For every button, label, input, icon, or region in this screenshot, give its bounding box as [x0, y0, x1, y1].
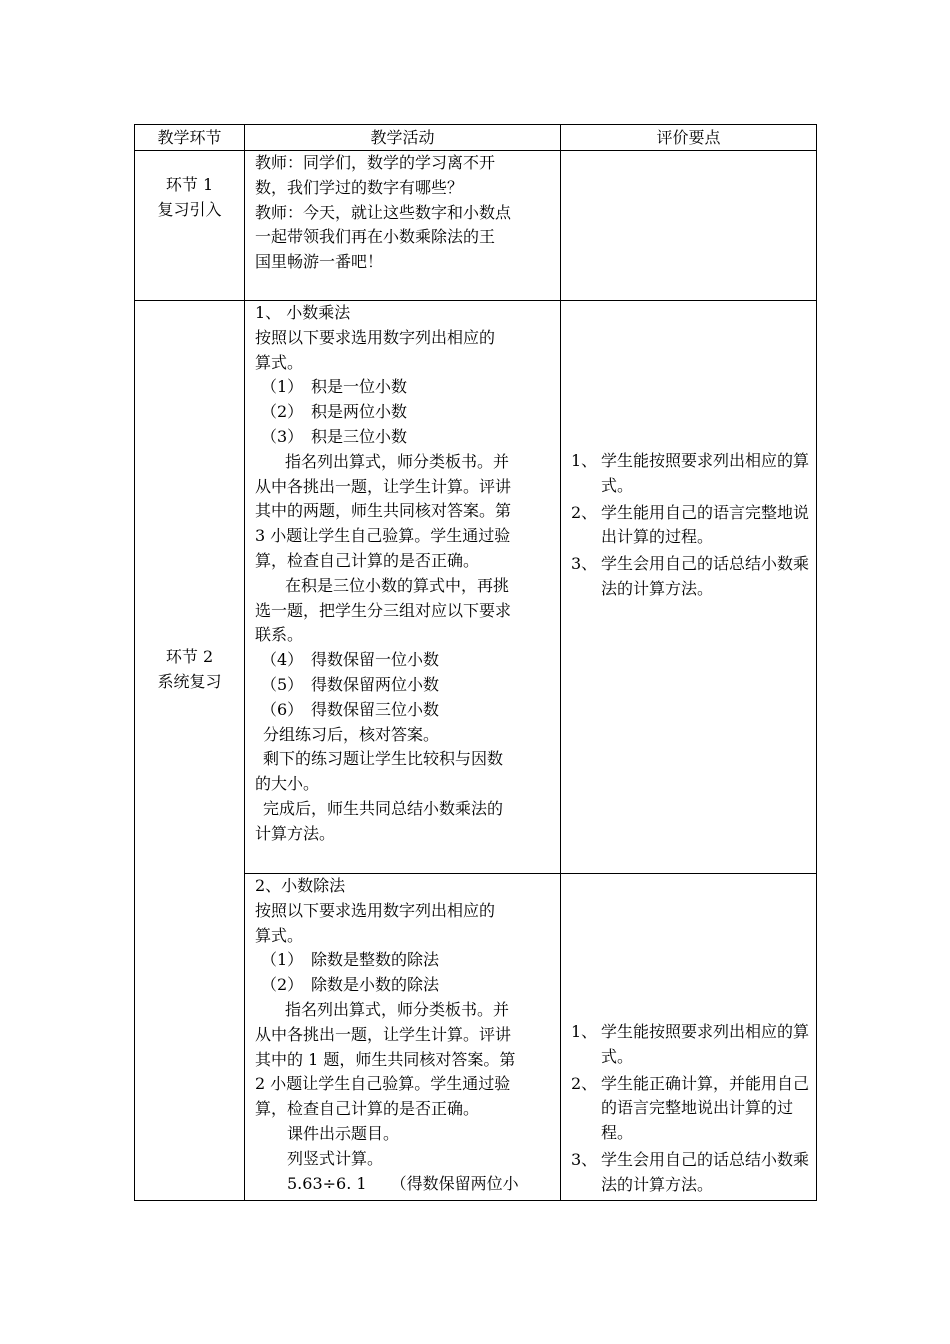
text-line: 教师：同学们，数学的学习离不开: [255, 153, 496, 172]
text-line: 分组练习后，核对答案。: [263, 724, 440, 744]
table-row: [135, 151, 817, 301]
header-evaluation: 评价要点: [561, 125, 817, 151]
text-line: 算，检查自己计算的是否正确。: [255, 1099, 480, 1119]
stage1-activity: [245, 151, 561, 301]
text-line: 计算方法。: [255, 823, 336, 843]
text-line: 其中的两题，师生共同核对答案。第: [255, 501, 512, 521]
requirement-item: （1） 除数是整数的除法: [261, 950, 440, 970]
stage1-name-line2: 复习引入: [157, 199, 222, 219]
stage2-cell: [135, 301, 245, 1201]
evaluation-list: [565, 449, 810, 602]
text-line: 选一题，把学生分三组对应以下要求: [255, 600, 512, 620]
text-line: 在积是三位小数的算式中，再挑: [285, 575, 510, 595]
text-line: 2 小题让学生自己验算。学生通过验: [255, 1074, 511, 1094]
text-line: 指名列出算式，师分类板书。并: [285, 451, 510, 471]
problem-line: 5.63÷6. 1 （得数保留两位小: [287, 1173, 519, 1193]
requirement-item: （1） 积是一位小数: [261, 377, 408, 397]
text-line: 其中的 1 题，师生共同核对答案。第: [255, 1049, 516, 1069]
list-item: 1、 学生能按照要求列出相应的算式。: [571, 1022, 810, 1066]
division-activity: [245, 874, 561, 1201]
text-line: 从中各挑出一题，让学生计算。评讲: [255, 1024, 512, 1044]
text-line: 按照以下要求选用数字列出相应的: [255, 900, 496, 920]
text-line: 课件出示题目。: [287, 1123, 400, 1143]
text-line: 数，我们学过的数字有哪些？: [255, 177, 464, 197]
text-line: 算式。: [255, 925, 304, 945]
text-line: 按照以下要求选用数字列出相应的: [255, 327, 496, 347]
stage1-cell: [135, 151, 245, 301]
text-line: 从中各挑出一题，让学生计算。评讲: [255, 476, 512, 496]
text-line: 算式。: [255, 352, 304, 372]
stage2-name-line1: 环节 2: [165, 647, 214, 666]
division-evaluation: [561, 874, 817, 1201]
list-item: 3、 学生会用自己的话总结小数乘法的计算方法。: [571, 554, 810, 598]
requirement-item: （2） 除数是小数的除法: [261, 975, 440, 995]
text-line: 联系。: [255, 625, 304, 645]
list-item: 2、 学生能正确计算，并能用自己的语言完整地说出计算的过程。: [571, 1073, 810, 1143]
header-stage: 教学环节: [135, 125, 245, 151]
list-item: 1、 学生能按照要求列出相应的算式。: [571, 451, 810, 495]
multiplication-activity: [245, 301, 561, 874]
text-line: 3 小题让学生自己验算。学生通过验: [255, 526, 511, 546]
text-line: 完成后，师生共同总结小数乘法的: [263, 798, 504, 818]
text-line: 的大小。: [255, 774, 320, 794]
requirement-item: （3） 积是三位小数: [261, 426, 408, 446]
section-title: 1、 小数乘法: [255, 303, 351, 322]
text-line: 一起带领我们再在小数乘除法的王: [255, 227, 496, 247]
evaluation-list: [565, 1020, 810, 1198]
requirement-item: （6） 得数保留三位小数: [261, 699, 440, 719]
text-line: 国里畅游一番吧！: [255, 252, 384, 272]
header-activity: 教学活动: [245, 125, 561, 151]
section-title: 2、小数除法: [255, 876, 346, 895]
text-line: 剩下的练习题让学生比较积与因数: [263, 749, 504, 769]
text-line: 指名列出算式，师分类板书。并: [285, 999, 510, 1019]
requirement-item: （5） 得数保留两位小数: [261, 674, 440, 694]
lesson-plan-table: [134, 124, 817, 1201]
text-line: 列竖式计算。: [287, 1148, 384, 1168]
requirement-item: （4） 得数保留一位小数: [261, 650, 440, 670]
requirement-item: （2） 积是两位小数: [261, 402, 408, 422]
list-item: 2、 学生能用自己的语言完整地说出计算的过程。: [571, 502, 810, 547]
stage1-name-line1: 环节 1: [165, 175, 214, 194]
stage2-name-line2: 系统复习: [157, 671, 222, 691]
text-line: 算，检查自己计算的是否正确。: [255, 550, 480, 570]
text-line: 教师：今天，就让这些数字和小数点: [255, 202, 512, 222]
table-header-row: [135, 125, 817, 151]
table-row: [135, 301, 817, 874]
multiplication-evaluation: [561, 301, 817, 874]
list-item: 3、 学生会用自己的话总结小数乘法的计算方法。: [571, 1149, 810, 1194]
stage1-evaluation: [561, 151, 817, 301]
